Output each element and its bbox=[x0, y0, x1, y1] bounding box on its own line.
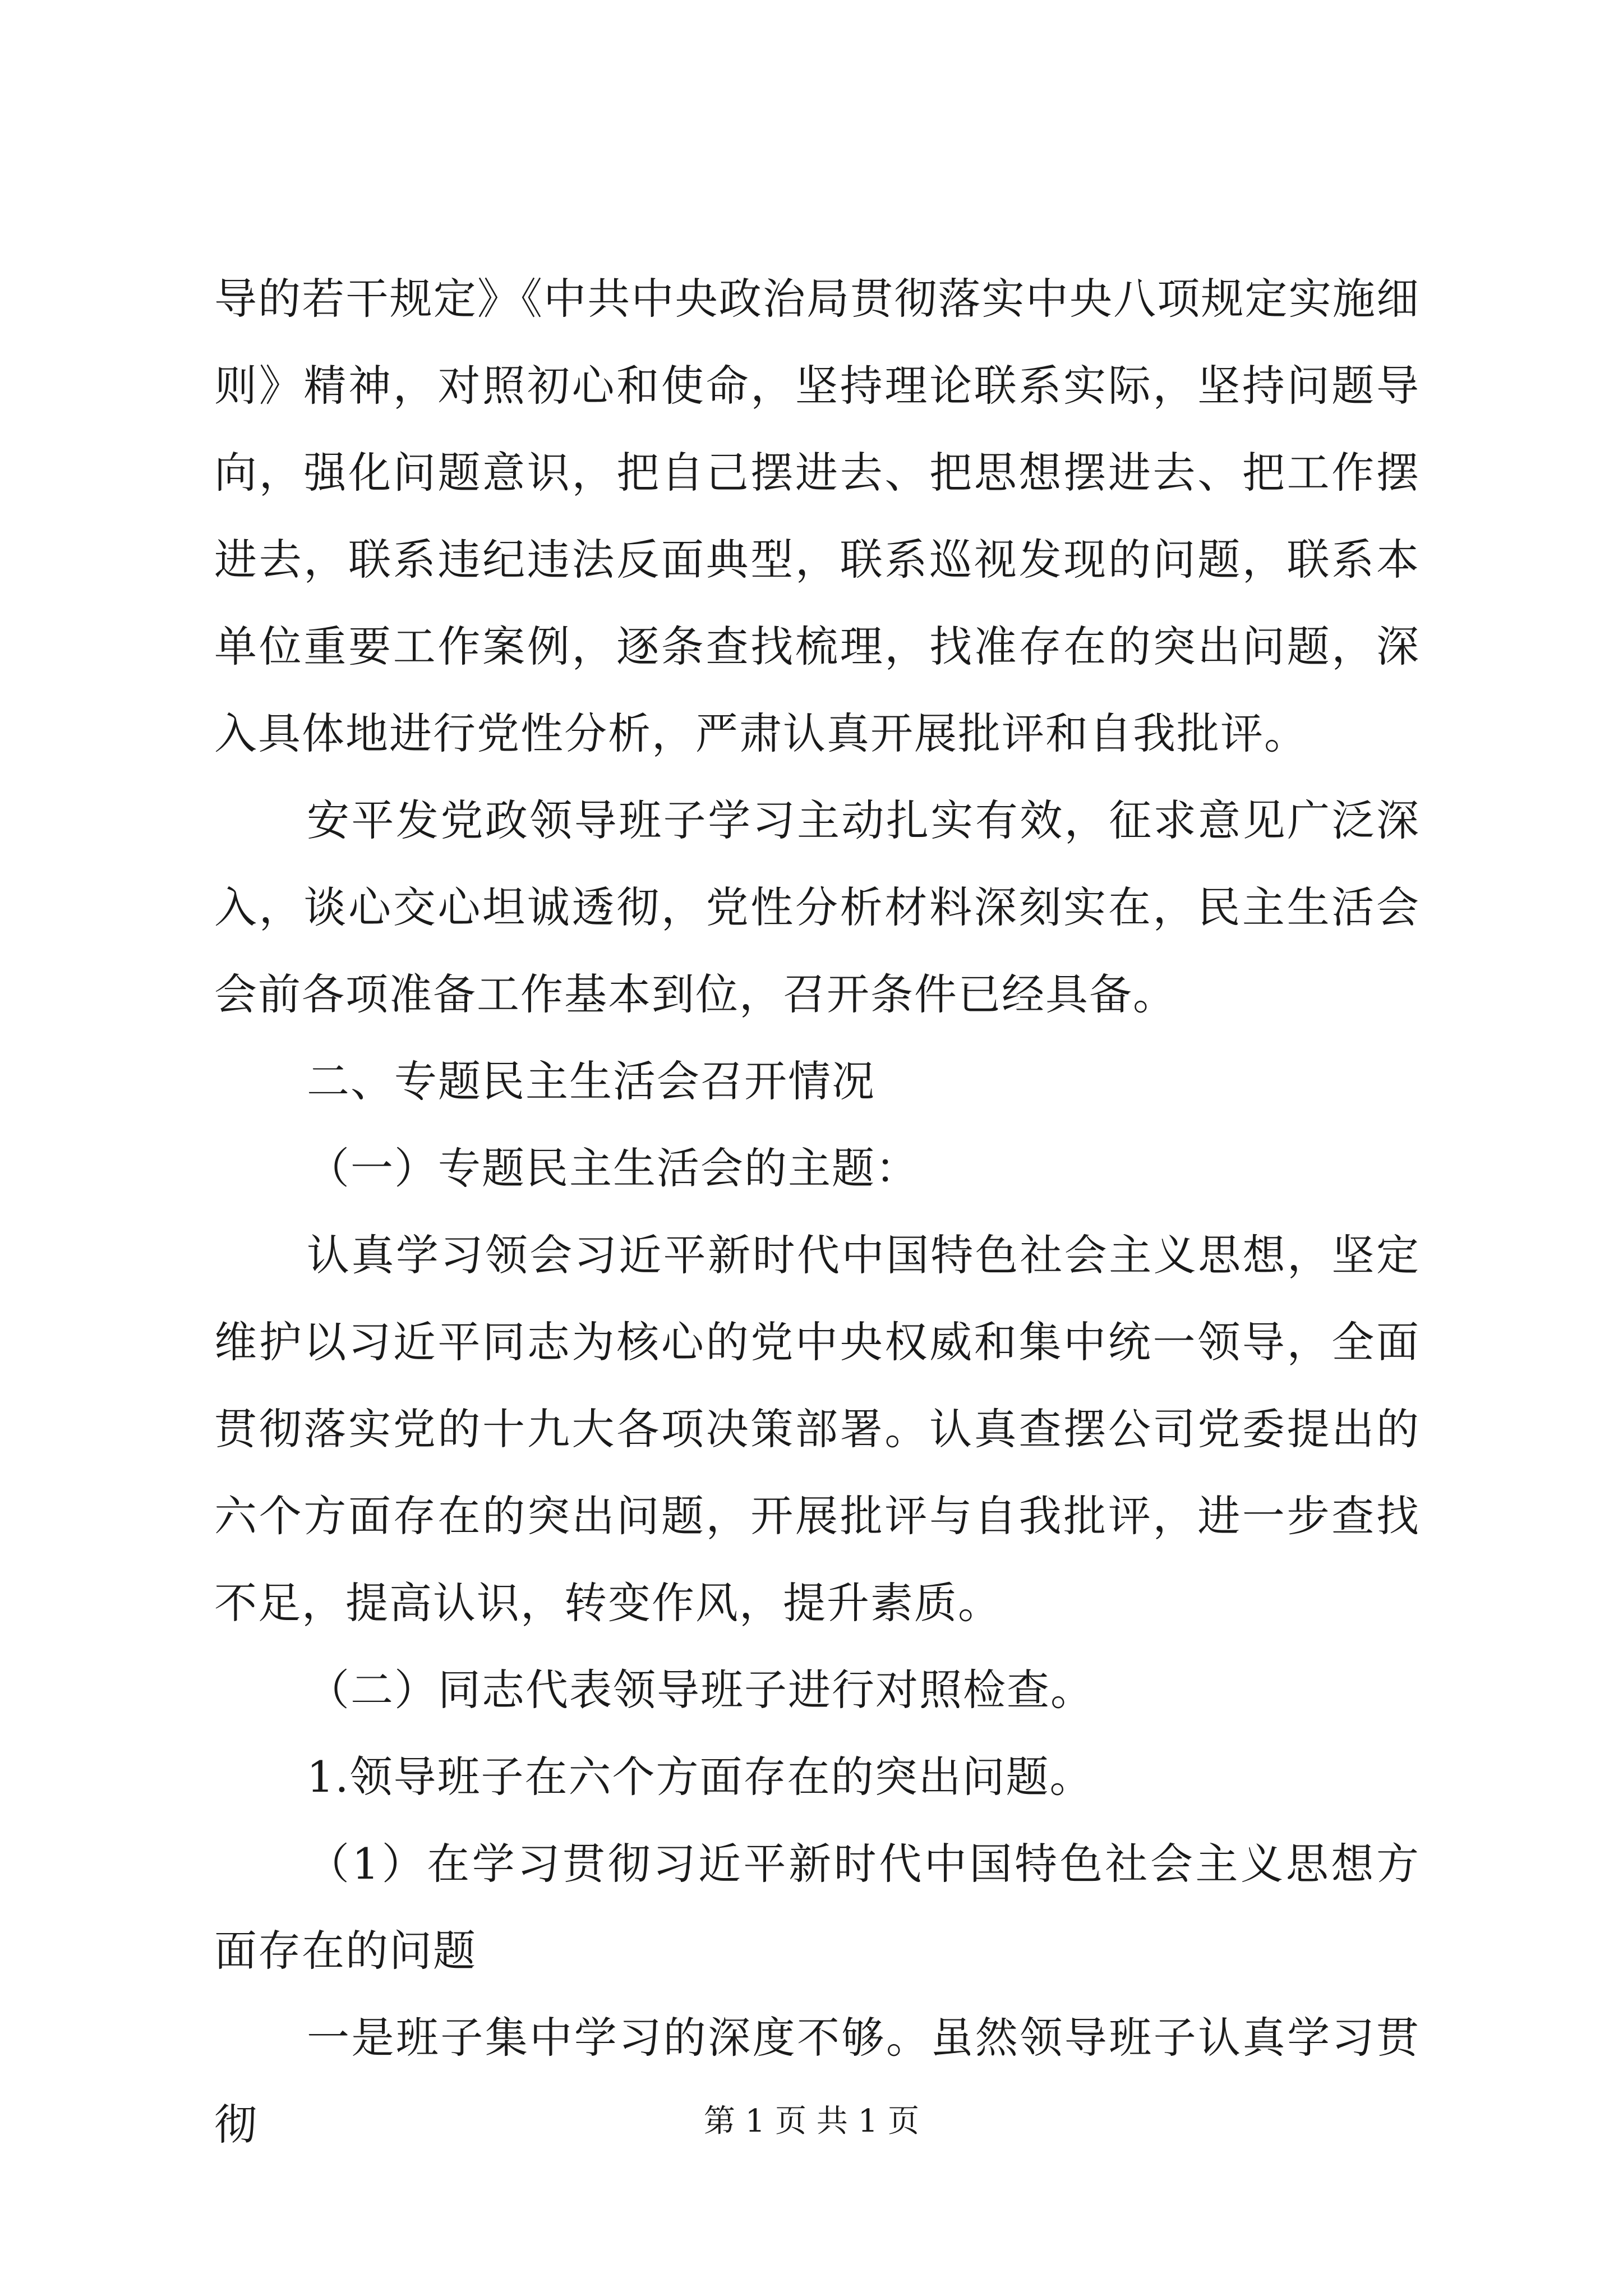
page-footer: 第 1 页 共 1 页 bbox=[703, 2103, 920, 2139]
numbered-subitem-1: （1）在学习贯彻习近平新时代中国特色社会主义思想方面存在的问题 bbox=[214, 1839, 1420, 1976]
document-body bbox=[214, 255, 1420, 2168]
subheading-2: （二）同志代表领导班子进行对照检查。 bbox=[307, 1665, 1094, 1715]
paragraph-last: 一是班子集中学习的深度不够。虽然领导班子认真学习贯彻 bbox=[214, 2013, 1420, 2150]
subheading-1: （一）专题民主生活会的主题： bbox=[307, 1143, 919, 1193]
paragraph-1: 导的若干规定》《中共中央政治局贯彻落实中央八项规定实施细则》精神，对照初心和使命，坚持理论联系实际，坚持问题导向，强化问题意识，把自己摆进去、把思想摆进去、把工作摆进去，联系违纪违法反面典型，联系巡视发现的问题，联系本单位重要工作案例，逐条查找梳理，找准存在的突出问题，深入具体地进行党性分析，严肃认真开展批评和自我批评。 bbox=[214, 274, 1420, 758]
paragraph-2: 安平发党政领导班子学习主动扎实有效，征求意见广泛深入，谈心交心坦诚透彻，党性分析材料深刻实在，民主生活会会前各项准备工作基本到位，召开条件已经具备。 bbox=[214, 795, 1420, 1019]
section-heading-2: 二、专题民主生活会召开情况 bbox=[307, 1056, 875, 1106]
numbered-item-1: 1.领导班子在六个方面存在的突出问题。 bbox=[307, 1752, 1094, 1802]
paragraph-theme: 认真学习领会习近平新时代中国特色社会主义思想，坚定维护以习近平同志为核心的党中央权威和集中统一领导，全面贯彻落实党的十九大各项决策部署。认真查摆公司党委提出的六个方面存在的突出问题，开展批评与自我批评，进一步查找不足，提高认识，转变作风，提升素质。 bbox=[214, 1230, 1420, 1628]
